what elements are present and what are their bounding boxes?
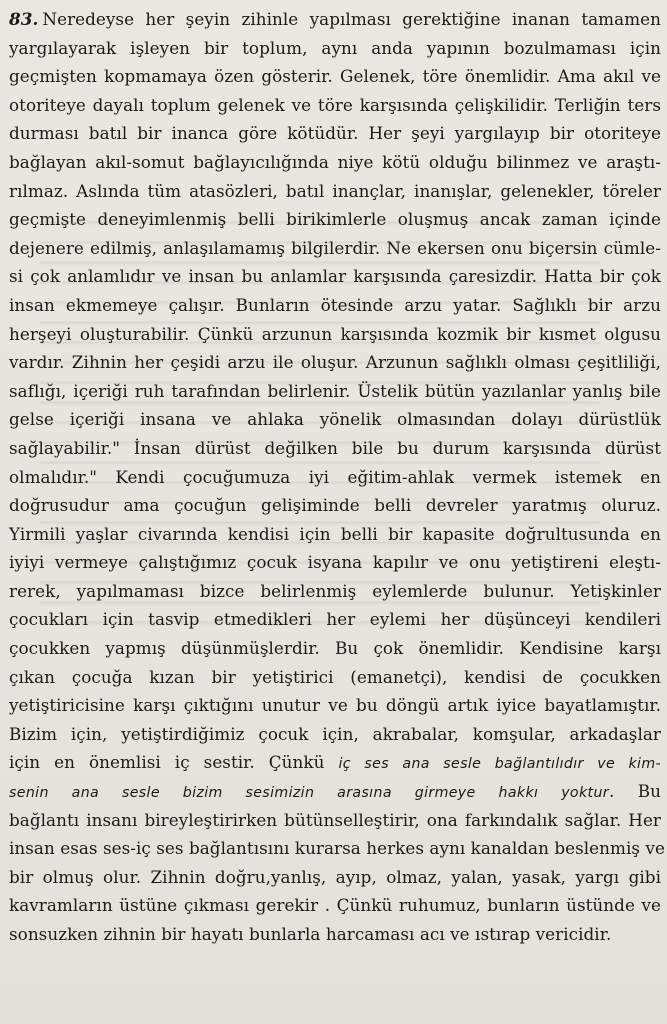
text-line: kavramların üstüne çıkması gerekir . Çünkü ruhumuz, bunların üstünde ve bbox=[9, 895, 661, 916]
text-line: çocukları için tasvip etmedikleri her eylemi her düşünceyi kendileri bbox=[9, 609, 661, 630]
text-line: geçmişte deneyimlenmiş belli birikimlerle oluşmuş ancak zaman içinde bbox=[9, 209, 661, 230]
text-line-with-handwriting: için en önemlisi iç sestir. Çünkü iç ses ana sesle bağlantılıdır ve kim- bbox=[9, 752, 661, 773]
text-line: olmalıdır." Kendi çocuğumuza iyi eğitim-ahlak vermek istemek en bbox=[9, 466, 661, 487]
body-text bbox=[9, 5, 665, 949]
paragraph-number: 83. bbox=[9, 9, 39, 29]
text-line: 83. Neredeyse her şeyin zihinle yapılması gerektiğine inanan tamamen bbox=[9, 9, 661, 29]
text-line: yetiştiricisine karşı çıktığını unutur ve bu döngü artık iyice bayatlamıştır. bbox=[9, 695, 661, 716]
text-line: sonsuzken zihnin bir hayatı bunlarla harcaması acı ve ıstırap vericidir. bbox=[9, 924, 612, 944]
text-line: sağlayabilir." İnsan dürüst değilken bile bu durum karşısında dürüst bbox=[9, 437, 661, 458]
text-line: saflığı, içeriği ruh tarafından belirlenir. Üstelik bütün yazılanlar yanlış bile bbox=[9, 380, 661, 401]
text-line: çocukken yapmış düşünmüşlerdir. Bu çok önemlidir. Kendisine karşı bbox=[9, 638, 661, 659]
text-line: çıkan çocuğa kızan bir yetiştirici (emanetçi), kendisi de çocukken bbox=[9, 666, 661, 687]
text-line: yargılayarak işleyen bir toplum, aynı anda yapının bozulmaması için bbox=[9, 37, 661, 58]
text-line: durması batıl bir inanca göre kötüdür. Her şeyi yargılayıp bir otoriteye bbox=[9, 123, 661, 144]
text-line: insan esas ses-iç ses bağlantısını kurarsa herkes aynı kanaldan beslenmiş ve bbox=[9, 838, 665, 859]
text-line: herşeyi oluşturabilir. Çünkü arzunun karşısında kozmik bir kısmet olgusu bbox=[9, 323, 661, 344]
handwritten-text: senin ana sesle bizim sesimizin arasına girmeye hakkı yoktur bbox=[9, 785, 609, 802]
text-line: si çok anlamlıdır ve insan bu anlamlar karşısında çaresizdir. Hatta bir çok bbox=[9, 266, 661, 287]
text-line: doğrusudur ama çocuğun gelişiminde belli devreler yaratmış oluruz. bbox=[9, 495, 661, 516]
handwritten-text: iç ses ana sesle bağlantılıdır ve kim- bbox=[338, 756, 661, 773]
text-line: dejenere edilmiş, anlaşılamamış bilgilerdir. Ne ekersen onu biçersin cümle- bbox=[9, 237, 661, 258]
text-line: Yirmili yaşlar civarında kendisi için belli bir kapasite doğrultusunda en bbox=[9, 523, 661, 544]
text-line: bağlantı insanı bireyleştirirken bütünselleştirir, ona farkındalık sağlar. Her bbox=[9, 809, 661, 830]
text-line: Bizim için, yetiştirdiğimiz çocuk için, akrabalar, komşular, arkadaşlar bbox=[9, 723, 661, 744]
text-line: bir olmuş olur. Zihnin doğru,yanlış, ayıp, olmaz, yalan, yasak, yargı gibi bbox=[9, 866, 661, 887]
text-line: bağlayan akıl-somut bağlayıcılığında niye kötü olduğu bilinmez ve araştı- bbox=[9, 151, 661, 172]
text-line: iyiyi vermeye çalıştığımız çocuk isyana kapılır ve onu yetiştireni eleştı- bbox=[9, 552, 661, 573]
text-line: insan ekmemeye çalışır. Bunların ötesinde arzu yatar. Sağlıklı bir arzu bbox=[9, 294, 661, 315]
text-line: gelse içeriği insana ve ahlaka yönelik olmasından dolayı dürüstlük bbox=[9, 409, 661, 430]
text-line-with-handwriting: senin ana sesle bizim sesimizin arasına girmeye hakkı yoktur. Bu bbox=[9, 781, 662, 802]
text-line: vardır. Zihnin her çeşidi arzu ile oluşur. Arzunun sağlıklı olması çeşitliliği, bbox=[9, 352, 661, 373]
text-line: otoriteye dayalı toplum gelenek ve töre karşısında çelişkilidir. Terliğin ters bbox=[9, 94, 661, 115]
text-line: geçmişten kopmamaya özen gösterir. Gelenek, töre önemlidir. Ama akıl ve bbox=[9, 66, 661, 87]
text-line: rılmaz. Aslında tüm atasözleri, batıl inançlar, inanışlar, gelenekler, töreler bbox=[9, 180, 661, 201]
text-line: rerek, yapılmaması bizce belirlenmiş eylemlerde bulunur. Yetişkinler bbox=[9, 580, 661, 601]
